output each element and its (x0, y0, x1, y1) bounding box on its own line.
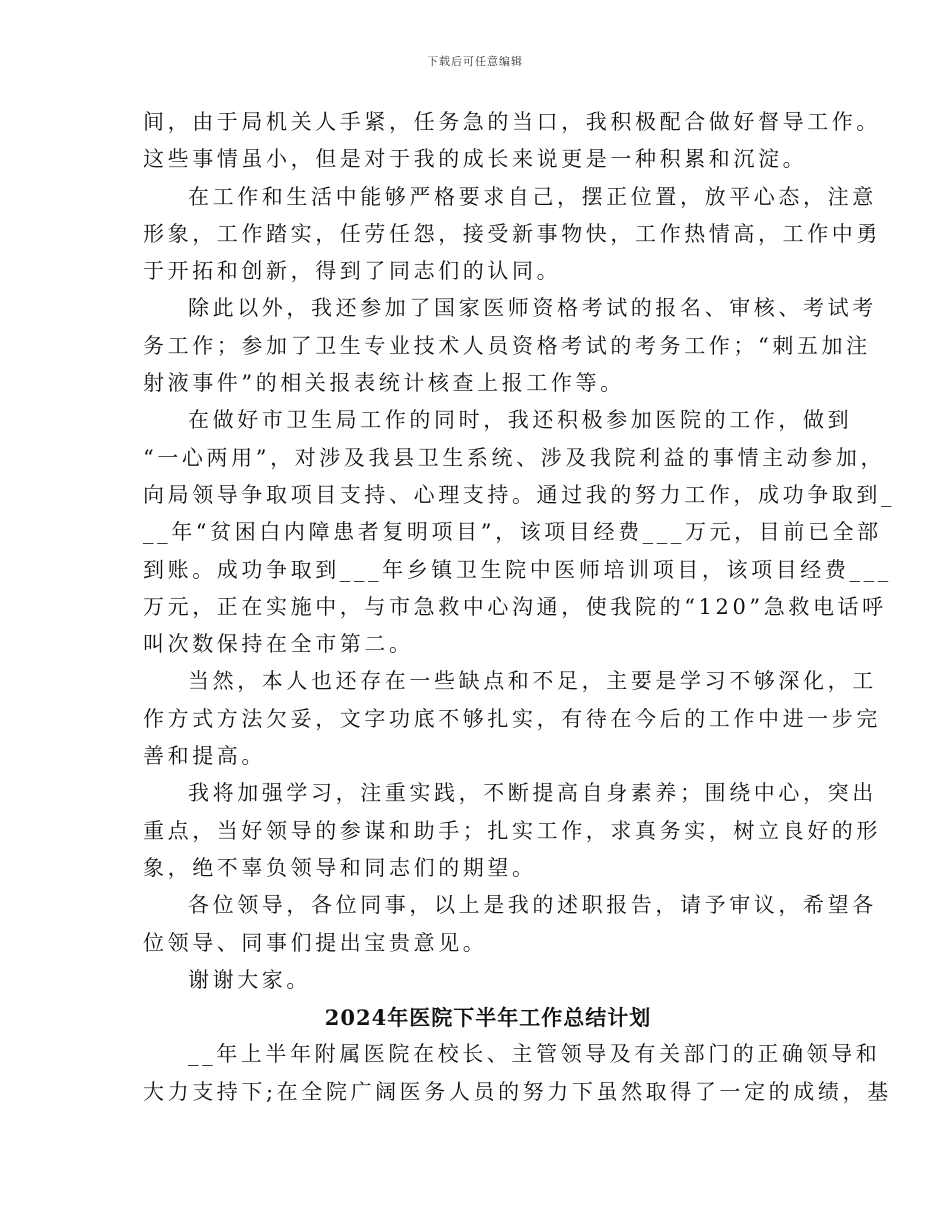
text-line: 作方式方法欠妥，文字功底不够扎实，有待在今后的工作中进一步完 (143, 706, 881, 731)
text-line: 善和提高。 (143, 744, 266, 769)
text-line: 大力支持下;在全院广阔医务人员的努力下虽然取得了一定的成绩，基 (143, 1079, 892, 1104)
page-header-note: 下载后可任意编辑 (427, 55, 523, 68)
text-line: “一心两用”，对涉及我县卫生系统、涉及我院利益的事情主动参加， (143, 445, 886, 470)
paragraph-start-line: 当然，本人也还存在一些缺点和不足，主要是学习不够深化，工 (188, 669, 877, 694)
text-line: 这些事情虽小，但是对于我的成长来说更是一种积累和沉淀。 (143, 147, 808, 172)
document-body (143, 104, 896, 1111)
text-line: 叫次数保持在全市第二。 (143, 632, 414, 657)
text-line: __年“贫困白内障患者复明项目”，该项目经费___万元，目前已全部 (143, 520, 882, 545)
text-line: 到账。成功争取到___年乡镇卫生院中医师培训项目，该项目经费___ (143, 557, 892, 582)
text-line: 间，由于局机关人手紧，任务急的当口，我积极配合做好督导工作。 (143, 110, 881, 134)
text-line: 射液事件”的相关报表统计核查上报工作等。 (143, 371, 625, 396)
section-title: 2024年医院下半年工作总结计划 (324, 1005, 652, 1031)
paragraph-start-line: 谢谢大家。 (188, 967, 311, 992)
text-line: 务工作；参加了卫生专业技术人员资格考试的考务工作；“刺五加注 (143, 333, 871, 358)
text-line: 于开拓和创新，得到了同志们的认同。 (143, 259, 562, 284)
paragraph-start-line: __年上半年附属医院在校长、主管领导及有关部门的正确领导和 (188, 1042, 881, 1067)
paragraph-start-line: 各位领导，各位同事，以上是我的述职报告，请予审议，希望各 (188, 893, 877, 918)
paragraph-start-line: 在做好市卫生局工作的同时，我还积极参加医院的工作，做到 (188, 408, 853, 433)
paragraph-start-line: 除此以外，我还参加了国家医师资格考试的报名、审核、考试考 (188, 296, 877, 321)
text-line: 象，绝不辜负领导和同志们的期望。 (143, 855, 537, 880)
text-line: 形象，工作踏实，任劳任怨，接受新事物快，工作热情高，工作中勇 (143, 221, 881, 246)
text-line: 位领导、同事们提出宝贵意见。 (143, 930, 488, 955)
text-line: 重点，当好领导的参谋和助手；扎实工作，求真务实，树立良好的形 (143, 818, 881, 843)
text-line: 万元，正在实施中，与市急救中心沟通，使我院的“120”急救电话呼 (143, 594, 887, 619)
text-line: 向局领导争取项目支持、心理支持。通过我的努力工作，成功争取到_ (143, 482, 896, 507)
paragraph-start-line: 我将加强学习，注重实践，不断提高自身素养；围绕中心，突出 (188, 781, 877, 806)
paragraph-start-line: 在工作和生活中能够严格要求自己，摆正位置，放平心态，注意 (188, 184, 877, 209)
